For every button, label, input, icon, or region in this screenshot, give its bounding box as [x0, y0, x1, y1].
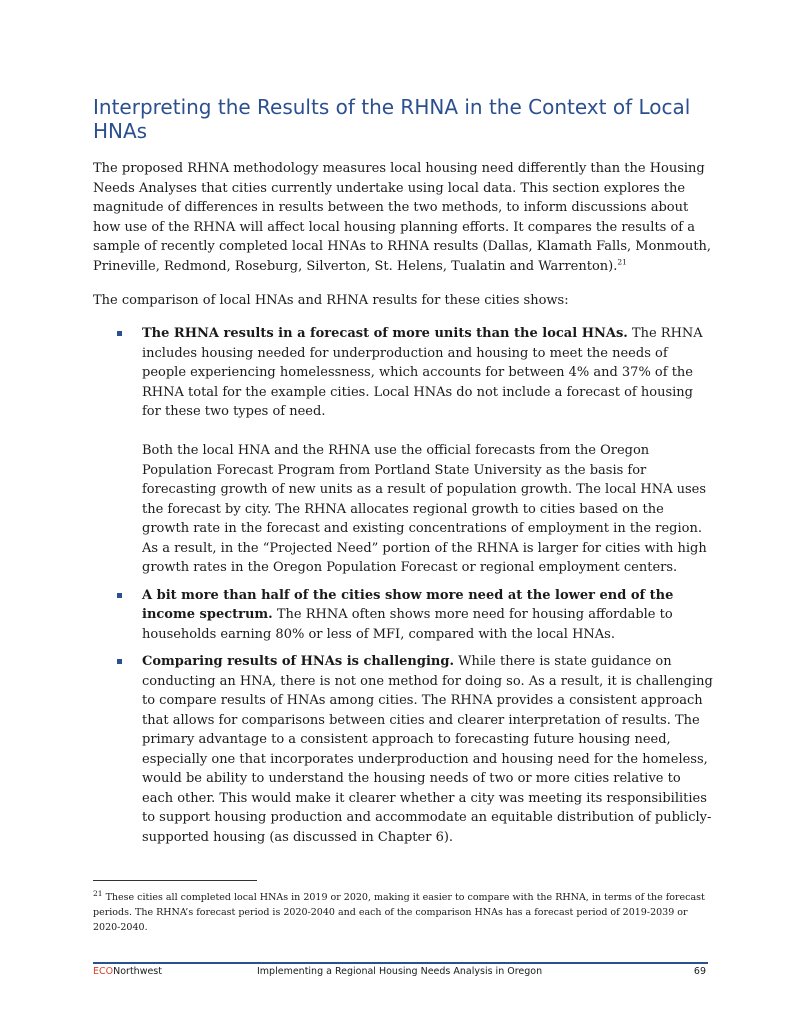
bullet-lead: The RHNA results in a forecast of more units than the local HNAs.: [142, 326, 628, 341]
bullet-lead: A bit more than half of the cities show more need at the lower end of the income spectrum.: [142, 587, 674, 622]
page-footer: [93, 966, 708, 980]
list-item: [114, 586, 714, 645]
brand-rest: Northwest: [113, 966, 162, 977]
footnote-divider: [93, 880, 257, 881]
brand-accent: ECO: [93, 966, 114, 977]
footnote: [93, 890, 713, 935]
bullet-text: The RHNA includes housing needed for underproduction and housing to meet the needs of people experiencing homelessness, which accounts for between 4% and 37% of the RHNA total for the example cities. Local HNAs do not include a forecast of housing for these two types of need.: [142, 326, 703, 419]
square-bullet-icon: [117, 659, 122, 664]
bullet-continuation: Both the local HNA and the RHNA use the official forecasts from the Oregon Population Forecast Program from Portland State University as the basis for forecasting growth of new units as a result of population growth. The local HNA uses the forecast by city. The RHNA allocates regional growth to cities based on the growth rate in the forecast and existing concentrations of employment in the region. As a result, in the “Projected Need” portion of the RHNA is larger for cities with high growth rates in the Oregon Population Forecast or regional employment centers.: [142, 443, 707, 575]
bullet-paragraph: [142, 652, 714, 847]
square-bullet-icon: [117, 593, 122, 598]
findings-list: [114, 324, 714, 855]
page-number: 69: [693, 966, 706, 977]
bullet-text: While there is state guidance on conducting an HNA, there is not one method for doing so. As a result, it is challenging to compare results of HNAs among cities. The RHNA provides a consistent approach that allows for comparisons between cities and clearer interpretation of results. The primary advantage to a consistent approach to forecasting future housing need, especially one that incorporates underproduction and housing need for the homeless, would be ability to understand the housing needs of two or more cities relative to each other. This would make it clearer whether a city was meeting its responsibilities to support housing production and accommodate an equitable distribution of publicly-supported housing (as discussed in Chapter 6).: [142, 654, 713, 845]
footer-title: Implementing a Regional Housing Needs Analysis in Oregon: [257, 966, 543, 977]
intro-paragraph: [93, 159, 713, 276]
list-item: [114, 652, 714, 847]
bullet-paragraph: [142, 324, 714, 422]
list-item: [114, 324, 714, 578]
bullet-paragraph: [142, 586, 714, 645]
lead-paragraph: The comparison of local HNAs and RHNA results for these cities shows:: [93, 293, 569, 308]
footnote-reference[interactable]: 21: [617, 257, 627, 267]
footnote-text: These cities all completed local HNAs in 2019 or 2020, making it easier to compare with the RHNA, in terms of the forecast periods. The RHNA’s forecast period is 2020-2040 and each of the comparison HNAs has a forecast period of 2019-2039 or 2020-2040.: [93, 892, 705, 933]
footer-divider: [93, 962, 708, 964]
intro-text: The proposed RHNA methodology measures local housing need differently than the Housing Needs Analyses that cities currently undertake using local data. This section explores the magnitude of differences in results between the two methods, to inform discussions about how use of the RHNA will affect local housing planning efforts. It compares the results of a sample of recently completed local HNAs to RHNA results (Dallas, Klamath Falls, Monmouth, Prineville, Redmond, Roseburg, Silverton, St. Helens, Tualatin and Warrenton).: [93, 161, 712, 274]
bullet-lead: Comparing results of HNAs is challenging.: [142, 654, 454, 669]
footnote-number: 21: [93, 888, 103, 898]
bullet-text: The RHNA often shows more need for housing affordable to households earning 80% or less of MFI, compared with the local HNAs.: [142, 607, 673, 642]
square-bullet-icon: [117, 331, 122, 336]
section-heading: Interpreting the Results of the RHNA in the Context of Local HNAs: [93, 95, 691, 143]
footer-brand: [93, 966, 162, 977]
